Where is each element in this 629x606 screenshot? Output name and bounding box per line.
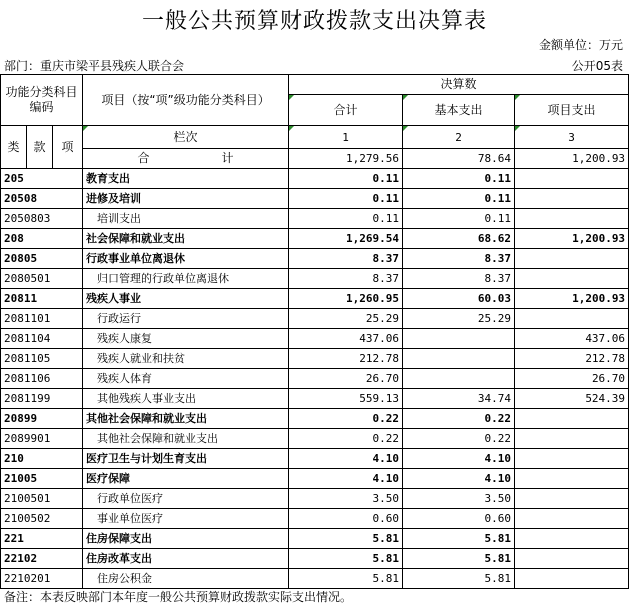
row-item-name: 其他社会保障和就业支出 — [83, 409, 289, 429]
row-basic: 0.11 — [403, 169, 515, 189]
row-item-name: 行政事业单位离退休 — [83, 249, 289, 269]
table-row — [1, 309, 629, 329]
sum-project: 1,200.93 — [515, 149, 629, 169]
table-row — [1, 349, 629, 369]
row-project — [515, 269, 629, 289]
table-row — [1, 449, 629, 469]
col2-index: 2 — [403, 126, 515, 149]
row-project — [515, 169, 629, 189]
table-row — [1, 249, 629, 269]
row-code: 2081101 — [1, 309, 83, 329]
table-row — [1, 169, 629, 189]
row-project — [515, 209, 629, 229]
sum-total: 1,279.56 — [289, 149, 403, 169]
row-basic: 0.60 — [403, 509, 515, 529]
row-total: 0.11 — [289, 189, 403, 209]
row-basic: 5.81 — [403, 549, 515, 569]
row-project — [515, 409, 629, 429]
table-row — [1, 269, 629, 289]
row-code: 2081199 — [1, 389, 83, 409]
row-basic: 68.62 — [403, 229, 515, 249]
row-item-name: 住房保障支出 — [83, 529, 289, 549]
row-item-name: 培训支出 — [83, 209, 289, 229]
table-row — [1, 409, 629, 429]
row-project — [515, 469, 629, 489]
form-code: 公开05表 — [571, 59, 623, 73]
row-basic: 0.11 — [403, 189, 515, 209]
row-item-name: 残疾人事业 — [83, 289, 289, 309]
project-header: 项目支出 — [515, 95, 629, 126]
amount-unit: 金额单位：万元 — [538, 38, 623, 52]
row-project — [515, 249, 629, 269]
row-project — [515, 489, 629, 509]
row-basic: 60.03 — [403, 289, 515, 309]
row-code: 2050803 — [1, 209, 83, 229]
row-code: 210 — [1, 449, 83, 469]
final-amount-header: 决算数 — [289, 75, 629, 95]
row-basic: 34.74 — [403, 389, 515, 409]
row-total: 5.81 — [289, 529, 403, 549]
col1-index: 1 — [289, 126, 403, 149]
row-item-name: 社会保障和就业支出 — [83, 229, 289, 249]
table-row — [1, 209, 629, 229]
row-code: 221 — [1, 529, 83, 549]
row-basic — [403, 329, 515, 349]
row-basic: 0.22 — [403, 429, 515, 449]
row-item-name: 行政运行 — [83, 309, 289, 329]
row-project — [515, 549, 629, 569]
row-total: 0.22 — [289, 409, 403, 429]
table-row — [1, 529, 629, 549]
row-code: 21005 — [1, 469, 83, 489]
row-item-name: 住房公积金 — [83, 569, 289, 589]
row-total: 5.81 — [289, 549, 403, 569]
row-project — [515, 529, 629, 549]
lei-header: 类 — [1, 126, 27, 169]
row-item-name: 残疾人康复 — [83, 329, 289, 349]
row-total: 8.37 — [289, 249, 403, 269]
item-header: 项目（按“项”级功能分类科目） — [83, 75, 289, 126]
row-basic: 4.10 — [403, 449, 515, 469]
row-item-name: 事业单位医疗 — [83, 509, 289, 529]
row-total: 0.11 — [289, 169, 403, 189]
func-code-header: 功能分类科目编码 — [1, 75, 83, 126]
row-total: 0.11 — [289, 209, 403, 229]
row-code: 2081105 — [1, 349, 83, 369]
table-row — [1, 469, 629, 489]
basic-header: 基本支出 — [403, 95, 515, 126]
xiang-header: 项 — [53, 126, 83, 169]
sum-basic: 78.64 — [403, 149, 515, 169]
row-project: 26.70 — [515, 369, 629, 389]
department-label: 部门：重庆市梁平县残疾人联合会 — [4, 59, 185, 73]
footnote: 备注：本表反映部门本年度一般公共预算财政拨款实际支出情况。 — [4, 590, 353, 604]
row-basic: 0.22 — [403, 409, 515, 429]
row-project: 524.39 — [515, 389, 629, 409]
row-code: 2100501 — [1, 489, 83, 509]
row-total: 559.13 — [289, 389, 403, 409]
row-item-name: 归口管理的行政单位离退休 — [83, 269, 289, 289]
row-code: 20508 — [1, 189, 83, 209]
table-row — [1, 369, 629, 389]
sum-label: 合 计 — [83, 149, 289, 169]
row-item-name: 残疾人体育 — [83, 369, 289, 389]
row-total: 1,269.54 — [289, 229, 403, 249]
row-item-name: 进修及培训 — [83, 189, 289, 209]
table-row — [1, 389, 629, 409]
row-item-name: 其他社会保障和就业支出 — [83, 429, 289, 449]
row-code: 2089901 — [1, 429, 83, 449]
row-basic — [403, 349, 515, 369]
row-item-name: 残疾人就业和扶贫 — [83, 349, 289, 369]
table-row — [1, 569, 629, 589]
row-code: 2081106 — [1, 369, 83, 389]
row-code: 205 — [1, 169, 83, 189]
row-item-name: 医疗卫生与计划生育支出 — [83, 449, 289, 469]
row-basic: 25.29 — [403, 309, 515, 329]
row-code: 20811 — [1, 289, 83, 309]
row-total: 4.10 — [289, 469, 403, 489]
row-item-name: 其他残疾人事业支出 — [83, 389, 289, 409]
lanci-label: 栏次 — [83, 126, 289, 149]
row-total: 26.70 — [289, 369, 403, 389]
report-title: 一般公共预算财政拨款支出决算表 — [141, 9, 487, 34]
row-project — [515, 309, 629, 329]
row-total: 0.60 — [289, 509, 403, 529]
total-header: 合计 — [289, 95, 403, 126]
expenditure-table — [0, 74, 629, 589]
row-total: 437.06 — [289, 329, 403, 349]
table-row — [1, 329, 629, 349]
row-project — [515, 569, 629, 589]
row-project: 437.06 — [515, 329, 629, 349]
row-item-name: 医疗保障 — [83, 469, 289, 489]
row-code: 2100502 — [1, 509, 83, 529]
row-code: 2080501 — [1, 269, 83, 289]
row-project — [515, 189, 629, 209]
row-total: 3.50 — [289, 489, 403, 509]
row-total: 1,260.95 — [289, 289, 403, 309]
row-project: 1,200.93 — [515, 229, 629, 249]
row-basic: 8.37 — [403, 249, 515, 269]
row-basic: 4.10 — [403, 469, 515, 489]
row-project — [515, 449, 629, 469]
row-total: 25.29 — [289, 309, 403, 329]
col3-index: 3 — [515, 126, 629, 149]
row-code: 208 — [1, 229, 83, 249]
row-basic: 5.81 — [403, 569, 515, 589]
row-project — [515, 429, 629, 449]
row-code: 20899 — [1, 409, 83, 429]
row-total: 8.37 — [289, 269, 403, 289]
row-basic: 3.50 — [403, 489, 515, 509]
row-item-name: 教育支出 — [83, 169, 289, 189]
row-basic — [403, 369, 515, 389]
kuan-header: 款 — [27, 126, 53, 169]
table-row — [1, 289, 629, 309]
row-basic: 8.37 — [403, 269, 515, 289]
table-row — [1, 509, 629, 529]
table-row — [1, 429, 629, 449]
row-total: 4.10 — [289, 449, 403, 469]
row-code: 2081104 — [1, 329, 83, 349]
row-code: 20805 — [1, 249, 83, 269]
row-code: 22102 — [1, 549, 83, 569]
row-project — [515, 509, 629, 529]
table-row — [1, 229, 629, 249]
row-basic: 0.11 — [403, 209, 515, 229]
row-total: 0.22 — [289, 429, 403, 449]
row-basic: 5.81 — [403, 529, 515, 549]
row-item-name: 行政单位医疗 — [83, 489, 289, 509]
table-row — [1, 489, 629, 509]
row-code: 2210201 — [1, 569, 83, 589]
row-total: 212.78 — [289, 349, 403, 369]
table-row — [1, 549, 629, 569]
row-item-name: 住房改革支出 — [83, 549, 289, 569]
table-row — [1, 189, 629, 209]
row-project: 1,200.93 — [515, 289, 629, 309]
row-total: 5.81 — [289, 569, 403, 589]
row-project: 212.78 — [515, 349, 629, 369]
